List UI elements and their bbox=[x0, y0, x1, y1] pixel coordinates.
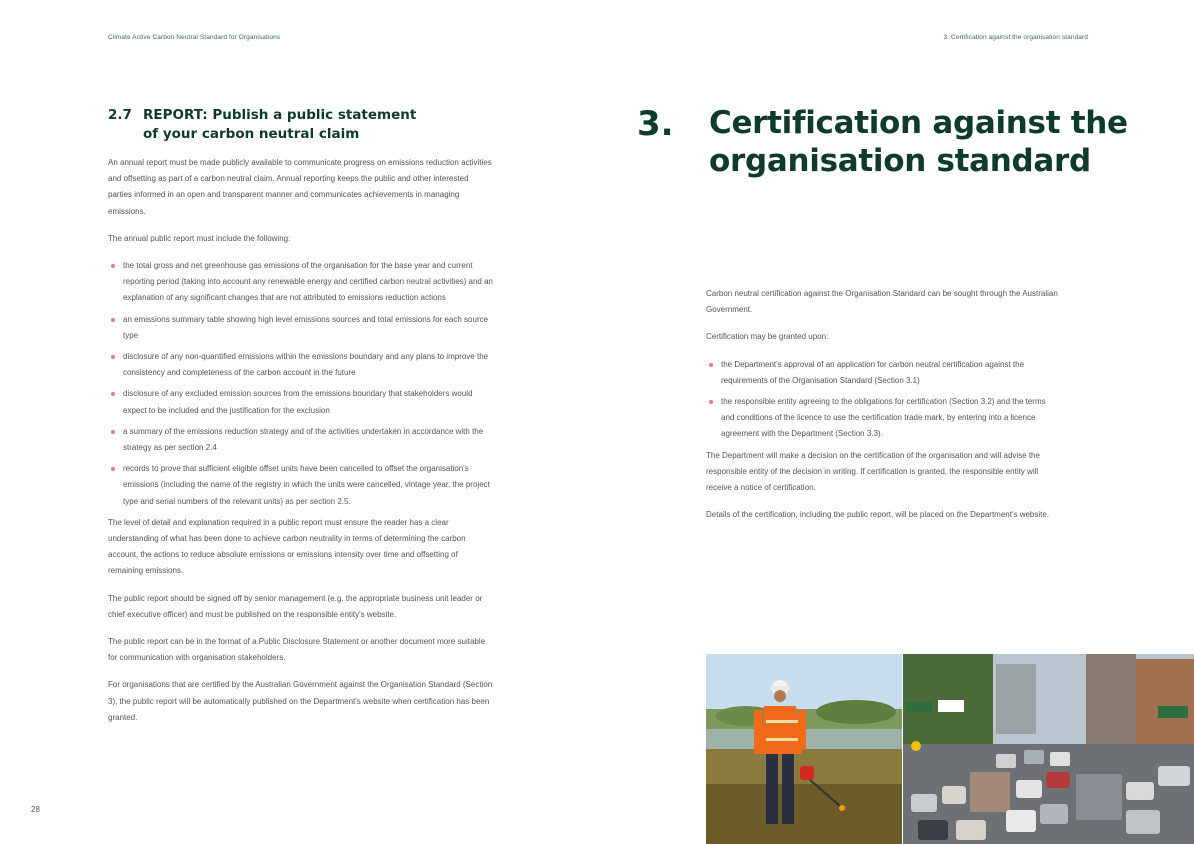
list-item: disclosure of any excluded emission sources from the emissions boundary that stakeholders would expect to be included and the justification for the exclusion bbox=[108, 386, 493, 418]
section-title-line1: REPORT: Publish a public statement bbox=[143, 107, 417, 123]
list-item: the total gross and net greenhouse gas emissions of the organisation for the base year and current reporting period (taking into account any renewable energy and certified carbon neutral activities) and an explanation of any significant changes that are not attributed to emissions reduction actions bbox=[108, 258, 493, 307]
field-worker-photo bbox=[706, 654, 902, 844]
decision-paragraph: The Department will make a decision on the certification of the organisation and will advise the responsible entity of the decision in writing. If certification is granted, the responsible entity will receive a notice of certification. bbox=[706, 450, 1040, 493]
chapter-title-line2: organisation standard bbox=[709, 143, 1091, 179]
chapter-title bbox=[709, 104, 1149, 180]
detail-paragraph: The level of detail and explanation required in a public report must ensure the reader has a clear understanding of what has been done to achieve carbon neutrality in terms of determining the carbon account, the actions to reduce absolute emissions or emissions intensity over time and offsetting of remaining emissions. bbox=[108, 517, 466, 576]
publication-paragraph: For organisations that are certified by the Australian Government against the Organisation Standard (Section 3), the public report will be automatically published on the Department's website when certification has been granted. bbox=[108, 680, 493, 722]
section-number: 2.7 bbox=[108, 107, 132, 123]
chapter-number: 3. bbox=[637, 104, 674, 144]
page-number: 28 bbox=[31, 805, 40, 814]
left-body-column bbox=[108, 155, 493, 737]
list-item: an emissions summary table showing high level emissions sources and total emissions for each source type bbox=[108, 312, 493, 344]
list-item: disclosure of any non-quantified emissions within the emissions boundary and any plans to improve the consistency and completeness of the carbon account in the future bbox=[108, 349, 493, 381]
running-header-right: 3. Certification against the organisation standard bbox=[943, 34, 1088, 41]
right-page bbox=[597, 0, 1194, 844]
section-title-line2: of your carbon neutral claim bbox=[143, 126, 360, 142]
list-item: the Department's approval of an application for carbon neutral certification against the requirements of the Organisation Standard (Section 3.1) bbox=[706, 357, 1061, 389]
photo-strip-illustration bbox=[706, 654, 1194, 844]
section-heading bbox=[108, 106, 508, 144]
list-item: a summary of the emissions reduction strategy and of the activities undertaken in accordance with the strategy as per section 2.4 bbox=[108, 424, 493, 456]
certification-conditions-list bbox=[706, 357, 1061, 443]
signoff-paragraph: The public report should be signed off by senior management (e.g. the appropriate business unit leader or chief executive officer) and must be published on the responsible entity's website. bbox=[108, 593, 483, 619]
photo-strip bbox=[706, 654, 1194, 844]
right-body-column bbox=[706, 286, 1061, 534]
traffic-photo bbox=[903, 654, 1194, 844]
list-item: records to prove that sufficient eligible offset units have been cancelled to offset the organisation's emissions (including the name of the registry in which the units were cancelled, vintage year, the project type and serial numbers of the relevant units) as per section 2.5. bbox=[108, 461, 493, 510]
details-paragraph: Details of the certification, including the public report, will be placed on the Department's website. bbox=[706, 510, 1050, 520]
list-item: the responsible entity agreeing to the obligations for certification (Section 3.2) and the terms and conditions of the licence to use the certification trade mark, by entering into a licence agreement with the Department (Section 3.3). bbox=[706, 394, 1061, 443]
intro-paragraph: An annual report must be made publicly available to communicate progress on emissions reduction activities and offsetting as part of a carbon neutral claim. Annual reporting keeps the public and other interested parties informed in an open and transparent manner and communicates achievements in managing emissions. bbox=[108, 158, 492, 216]
report-requirements-list bbox=[108, 258, 493, 510]
certification-intro-paragraph: Carbon neutral certification against the Organisation Standard can be sought through the Australian Government. bbox=[706, 289, 1058, 315]
granted-upon-paragraph: Certification may be granted upon: bbox=[706, 332, 829, 342]
format-paragraph: The public report can be in the format of a Public Disclosure Statement or another document more suitable for communication with organisation stakeholders. bbox=[108, 637, 486, 663]
chapter-title-line1: Certification against the bbox=[709, 105, 1128, 141]
list-intro: The annual public report must include the following: bbox=[108, 233, 291, 243]
running-header-left: Climate Active Carbon Neutral Standard for Organisations bbox=[108, 34, 281, 41]
